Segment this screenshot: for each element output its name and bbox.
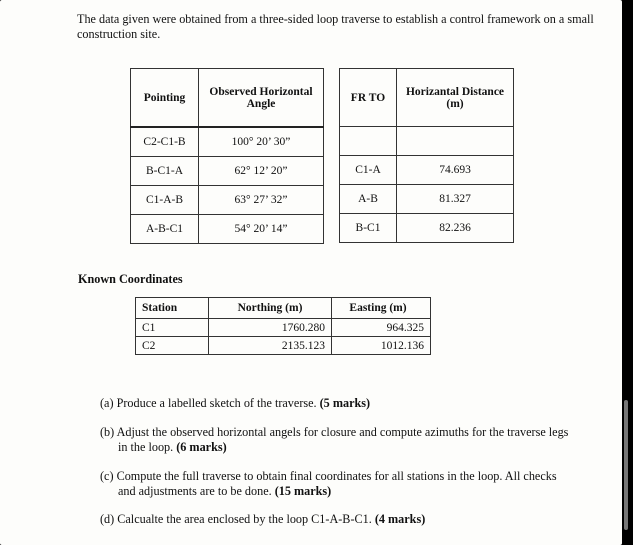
question-label: (a) [100, 396, 114, 410]
question-d [100, 512, 570, 527]
question-b [100, 425, 570, 455]
coordinates-table-header [136, 298, 431, 319]
distance-header-distance: Horizantal Distance (m) [397, 69, 514, 127]
northing-cell: 1760.280 [209, 319, 332, 337]
table-row [340, 127, 514, 156]
question-text: Adjust the observed horizontal angels for closure and compute azimuths for the traverse legs in the loop. [116, 425, 569, 454]
distance-table [339, 68, 514, 243]
frto-cell [340, 127, 397, 156]
easting-cell: 1012.136 [332, 337, 431, 355]
question-marks: (5 marks) [319, 396, 371, 410]
easting-cell: 964.325 [332, 319, 431, 337]
angle-table [130, 68, 324, 244]
distance-cell: 81.327 [397, 185, 514, 214]
coord-header-northing: Northing (m) [209, 298, 332, 319]
angle-header-observed: Observed Horizontal Angle [199, 69, 324, 128]
question-marks: (4 marks) [374, 512, 426, 526]
pointing-cell: A-B-C1 [131, 215, 199, 244]
question-marks: (6 marks) [176, 440, 227, 454]
angle-cell: 54° 20’ 14” [199, 215, 324, 244]
table-row [131, 215, 324, 244]
known-coordinates-title: Known Coordinates [78, 272, 183, 286]
frto-cell: B-C1 [340, 214, 397, 243]
table-row [340, 156, 514, 185]
coord-header-easting: Easting (m) [332, 298, 431, 319]
angle-header-pointing: Pointing [131, 69, 199, 128]
question-label: (c) [100, 469, 114, 483]
question-label: (d) [100, 512, 115, 526]
question-label: (b) [100, 425, 115, 439]
distance-cell: 82.236 [397, 214, 514, 243]
distance-cell [397, 127, 514, 156]
frto-cell: A-B [340, 185, 397, 214]
pointing-cell: B-C1-A [131, 157, 199, 186]
question-text: Compute the full traverse to obtain final coordinates for all stations in the loop. All checks and adjustments are to be done. [116, 469, 557, 498]
question-text: Produce a labelled sketch of the traverse. [116, 396, 317, 410]
table-row [131, 186, 324, 215]
table-row [136, 337, 431, 355]
angle-table-header [131, 69, 324, 128]
table-row [340, 185, 514, 214]
pointing-cell: C2-C1-B [131, 127, 199, 157]
distance-cell: 74.693 [397, 156, 514, 185]
question-c [100, 469, 570, 499]
coord-header-station: Station [136, 298, 209, 319]
station-cell: C1 [136, 319, 209, 337]
station-cell: C2 [136, 337, 209, 355]
table-row [131, 157, 324, 186]
northing-cell: 2135.123 [209, 337, 332, 355]
scrollbar[interactable] [624, 400, 628, 530]
pointing-cell: C1-A-B [131, 186, 199, 215]
angle-cell: 100° 20’ 30” [199, 127, 324, 157]
frto-cell: C1-A [340, 156, 397, 185]
intro-paragraph: The data given were obtained from a three-sided loop traverse to establish a control framework on a small construction site. [77, 12, 594, 41]
question-marks: (15 marks) [274, 484, 332, 498]
table-row [131, 127, 324, 157]
question-a [100, 396, 570, 411]
table-row [340, 214, 514, 243]
angle-cell: 62° 12’ 20” [199, 157, 324, 186]
coordinates-table [135, 297, 431, 355]
angle-cell: 63° 27’ 32” [199, 186, 324, 215]
distance-header-frto: FR TO [340, 69, 397, 127]
distance-table-header [340, 69, 514, 127]
table-row [136, 319, 431, 337]
question-text: Calcualte the area enclosed by the loop C1-A-B-C1. [117, 512, 372, 526]
